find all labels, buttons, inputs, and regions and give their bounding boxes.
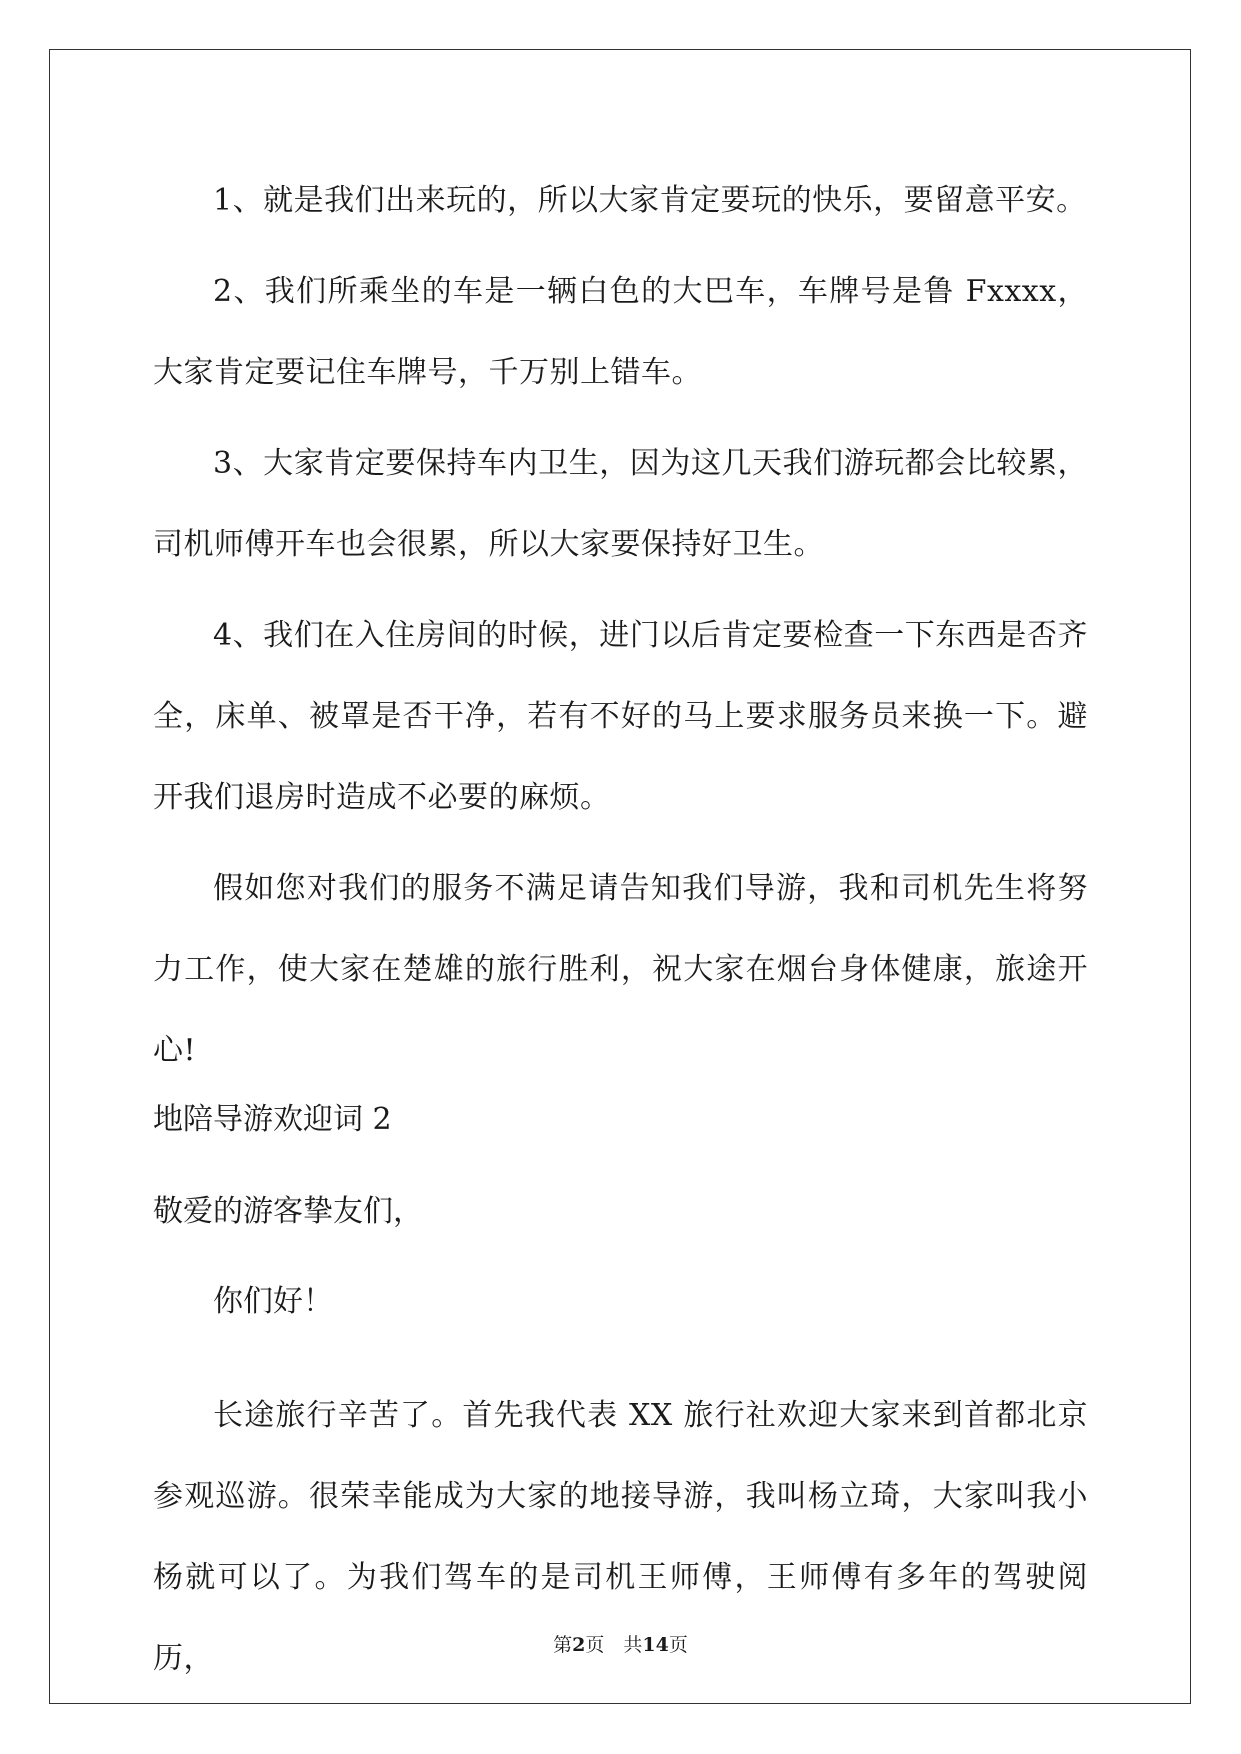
paragraph-3: 3、大家肯定要保持车内卫生，因为这几天我们游玩都会比较累，司机师傅开车也会很累，所以大家要保持好卫生。 bbox=[153, 446, 1088, 562]
paragraph-1: 1、就是我们出来玩的，所以大家肯定要玩的快乐，要留意平安。 bbox=[213, 183, 1087, 218]
footer-total-pages: 14 bbox=[642, 1634, 669, 1656]
page-footer bbox=[0, 1630, 1241, 1657]
paragraph-closing: 假如您对我们的服务不满足请告知我们导游，我和司机先生将努力工作，使大家在楚雄的旅行胜利，祝大家在烟台身体健康，旅途开心! bbox=[153, 871, 1088, 1068]
footer-page-number: 2 bbox=[572, 1634, 586, 1656]
body-paragraph: 长途旅行辛苦了。首先我代表 XX 旅行社欢迎大家来到首都北京参观巡游。很荣幸能成为大家的地接导游，我叫杨立琦，大家叫我小杨就可以了。为我们驾车的是司机王师傅，王师傅有多年的驾驶阅历， bbox=[153, 1398, 1088, 1676]
section-title: 地陪导游欢迎词 2 bbox=[153, 1102, 392, 1137]
footer-prefix: 第 bbox=[553, 1634, 573, 1656]
salutation: 敬爱的游客挚友们， bbox=[153, 1194, 423, 1229]
paragraph-4: 4、我们在入住房间的时候，进门以后肯定要检查一下东西是否齐全，床单、被罩是否干净，若有不好的马上要求服务员来换一下。避开我们退房时造成不必要的麻烦。 bbox=[153, 618, 1088, 815]
paragraph-2: 2、我们所乘坐的车是一辆白色的大巴车，车牌号是鲁 Fxxxx，大家肯定要记住车牌号，千万别上错车。 bbox=[153, 274, 1088, 390]
greeting: 你们好！ bbox=[213, 1284, 333, 1319]
document-body bbox=[153, 160, 1088, 1709]
footer-page-suffix: 页 共 bbox=[585, 1634, 643, 1656]
footer-total-suffix: 页 bbox=[668, 1634, 688, 1656]
